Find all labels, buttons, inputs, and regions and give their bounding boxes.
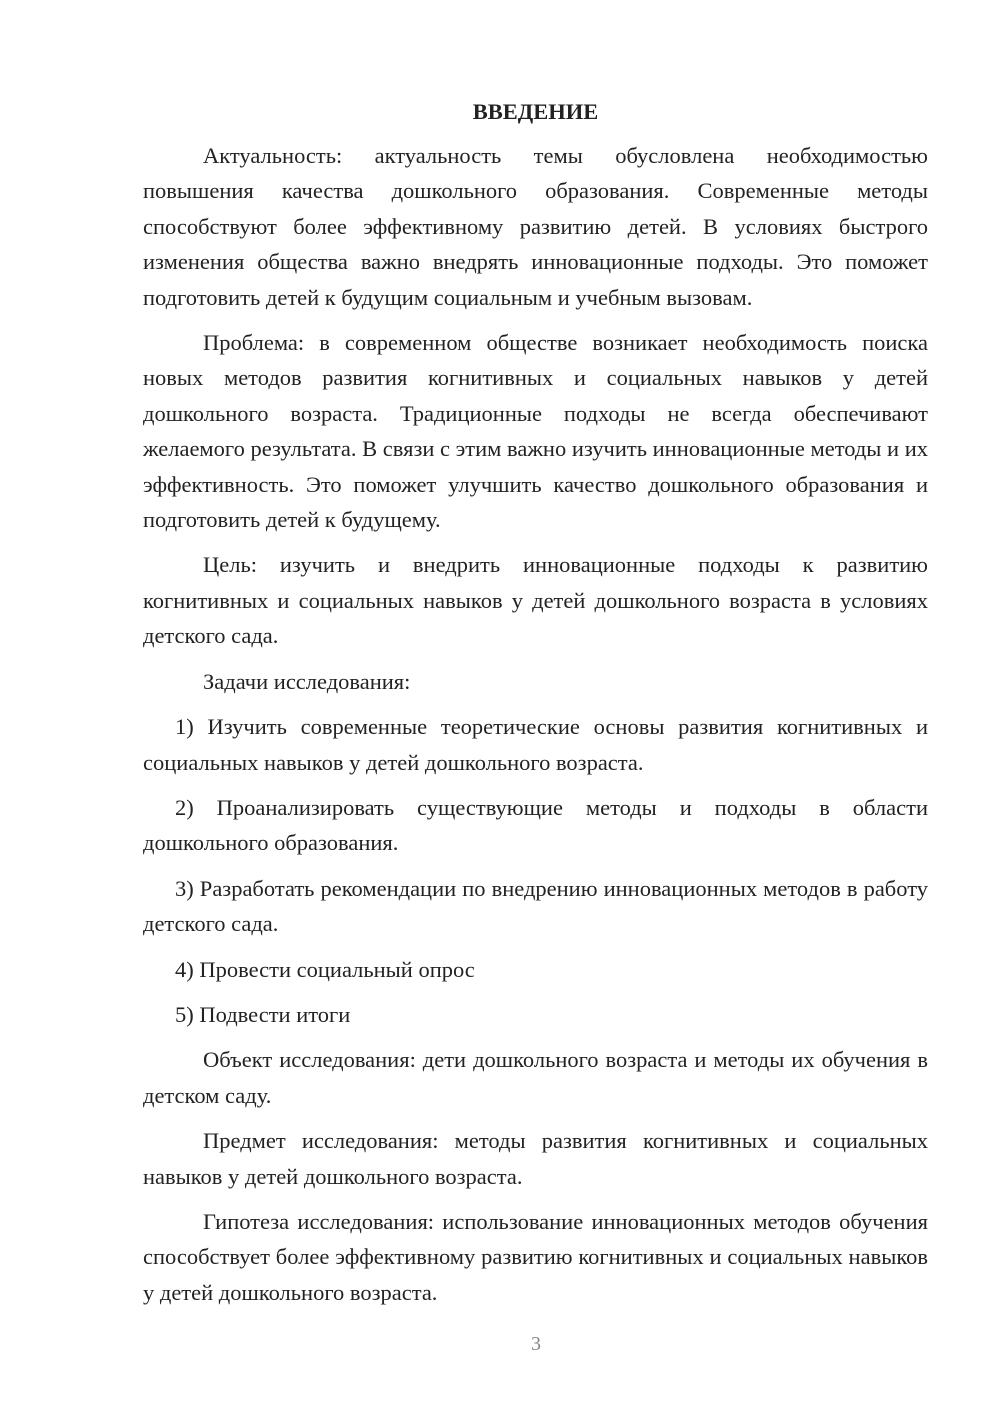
paragraph-relevance: Актуальность: актуальность темы обусловлена необходимостью повышения качества дошкольного образования. Современные методы способствуют более эффективному развитию детей. В условиях быстрого изменения общества важно внедрять инновационные подходы. Это поможет подготовить детей к будущим социальным и учебным вызовам. xyxy=(143,143,928,310)
paragraph-subject: Предмет исследования: методы развития когнитивных и социальных навыков у детей дошкольного возраста. xyxy=(143,1128,928,1189)
paragraph-tasks-heading: Задачи исследования: xyxy=(203,668,411,694)
paragraph-hypothesis: Гипотеза исследования: использование инновационных методов обучения способствует более эффективному развитию когнитивных и социальных навыков у детей дошкольного возраста. xyxy=(143,1208,928,1305)
task-item-5: 5) Подвести итоги xyxy=(175,1001,351,1027)
task-item-1: 1) Изучить современные теоретические основы развития когнитивных и социальных навыков у детей дошкольного возраста. xyxy=(143,714,928,775)
paragraph-goal: Цель: изучить и внедрить инновационные подходы к развитию когнитивных и социальных навыков у детей дошкольного возраста в условиях детского сада. xyxy=(143,552,928,649)
section-title: ВВЕДЕНИЕ xyxy=(472,99,599,124)
paragraph-problem: Проблема: в современном обществе возникает необходимость поиска новых методов развития когнитивных и социальных навыков у детей дошкольного возраста. Традиционные подходы не всегда обеспечивают желаемого результата. В связи с этим важно изучить инновационные методы и их эффективность. Это поможет улучшить качество дошкольного образования и подготовить детей к будущему. xyxy=(143,330,928,533)
document-body xyxy=(143,96,928,1320)
paragraph-object: Объект исследования: дети дошкольного возраста и методы их обучения в детском саду. xyxy=(143,1047,928,1108)
task-item-2: 2) Проанализировать существующие методы и подходы в области дошкольного образования. xyxy=(143,794,928,856)
page-number: 3 xyxy=(531,1333,541,1355)
task-item-3: 3) Разработать рекомендации по внедрению инновационных методов в работу детского сада. xyxy=(143,875,928,937)
task-item-4: 4) Провести социальный опрос xyxy=(175,956,475,982)
